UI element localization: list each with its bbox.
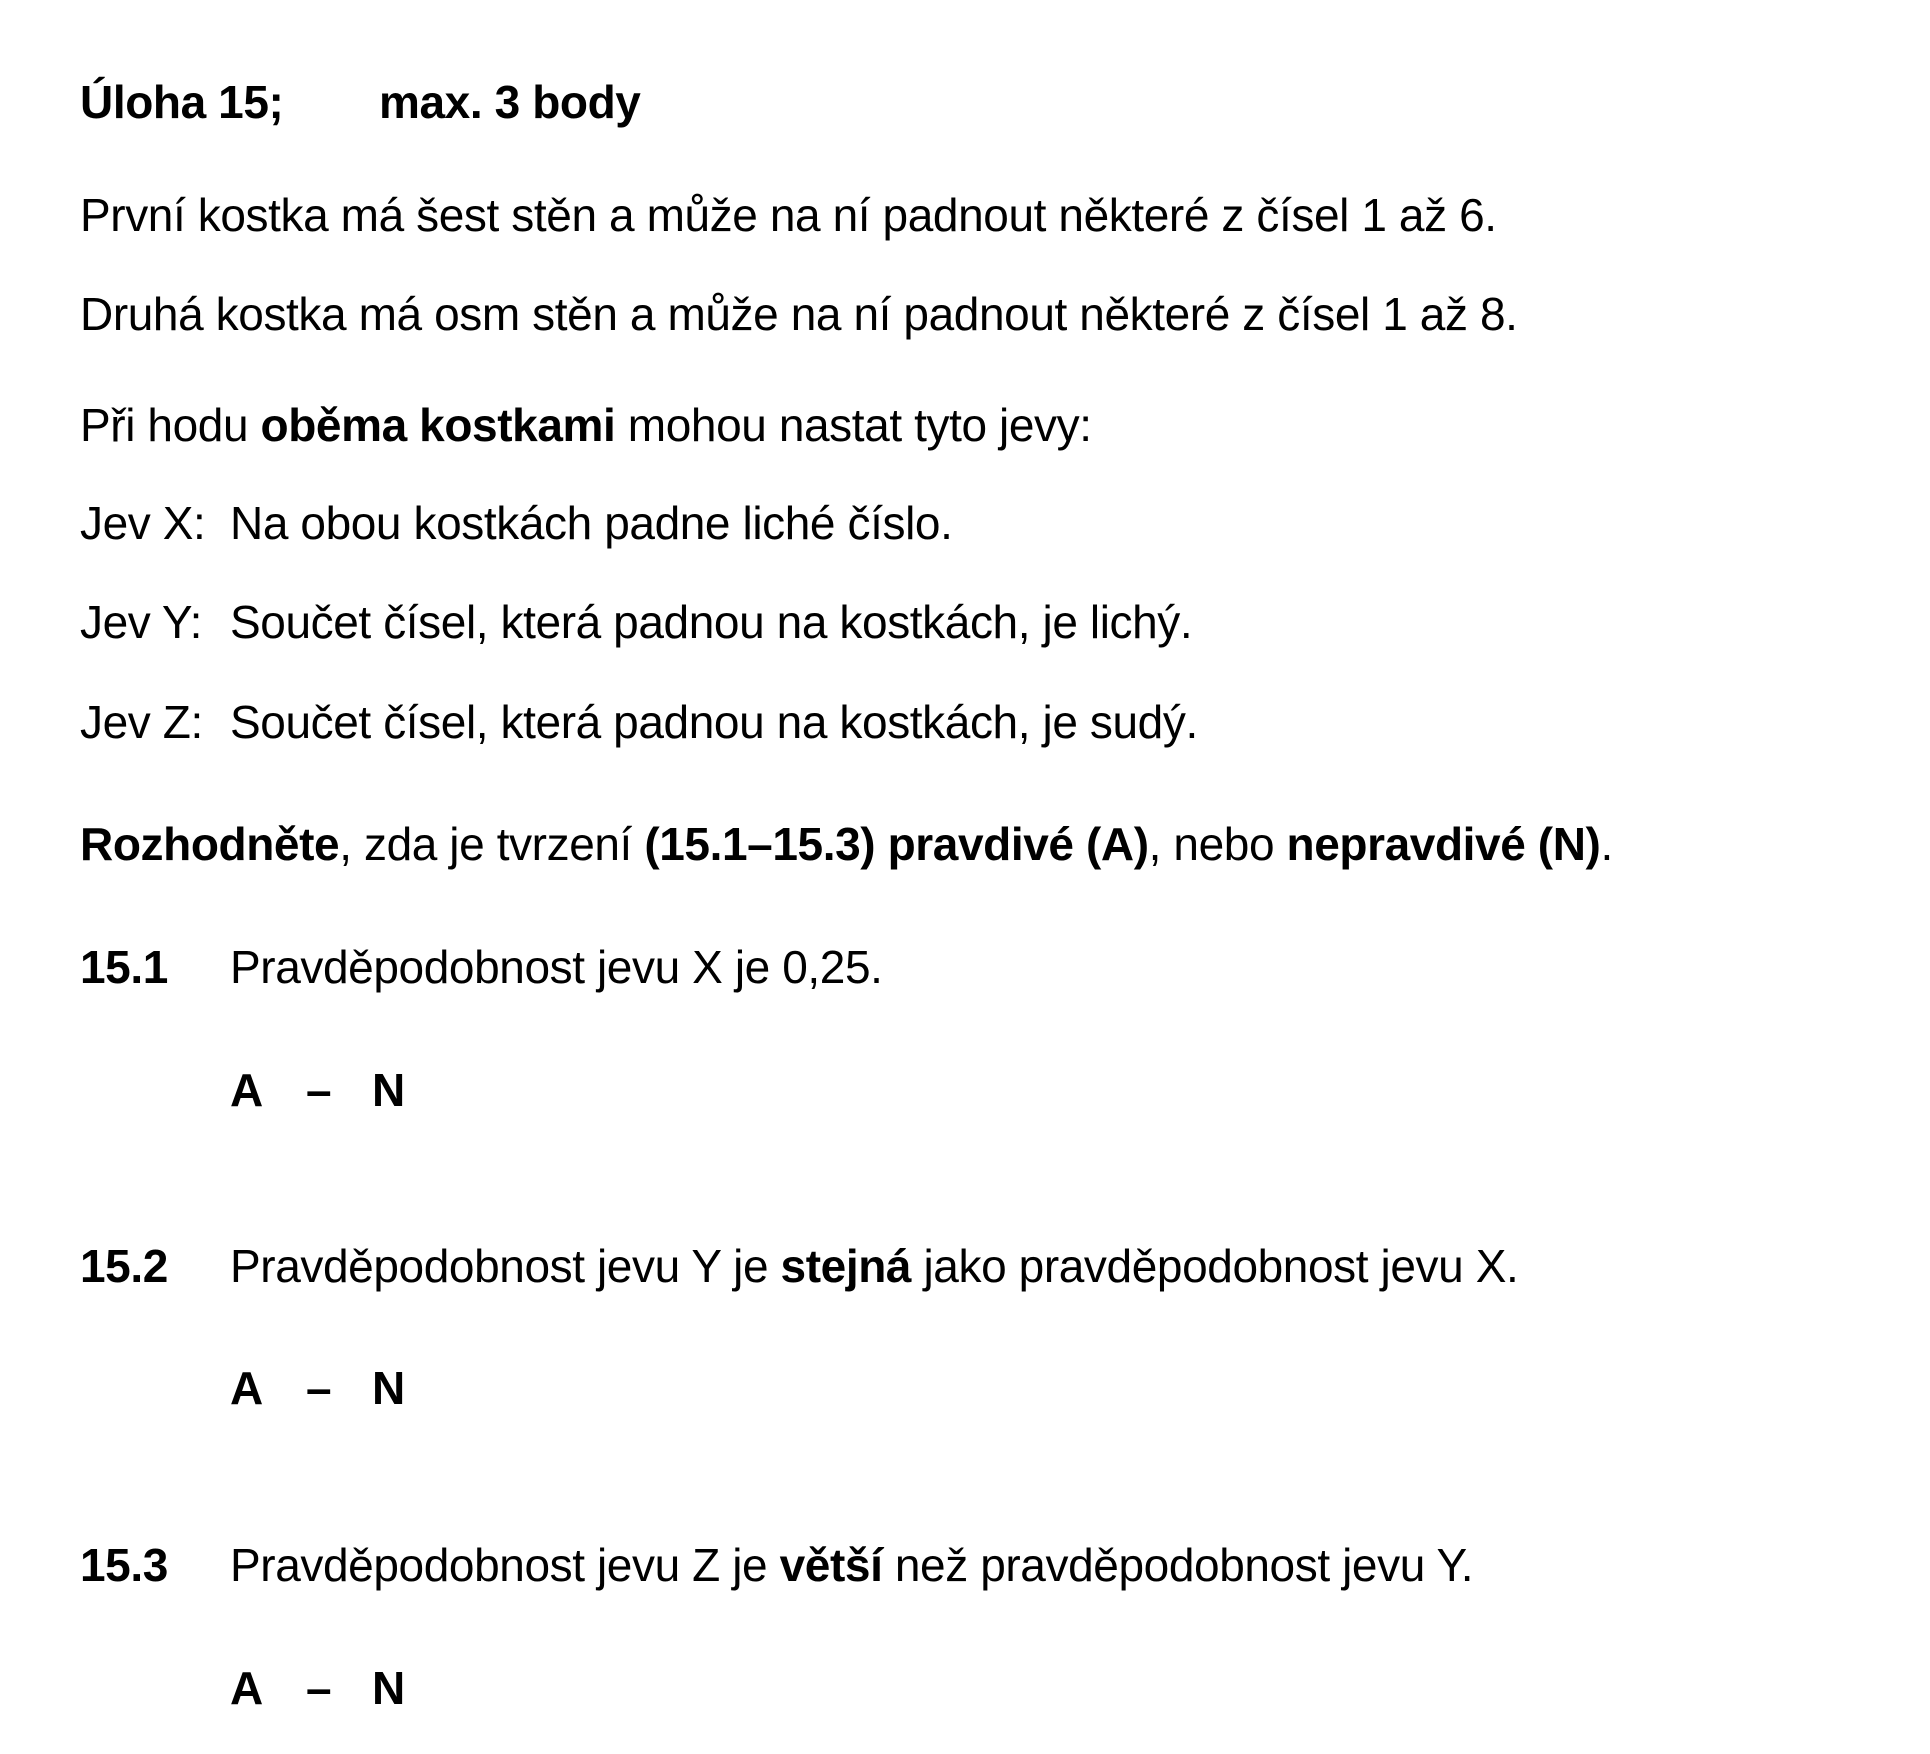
task-points: max. 3 body: [379, 76, 641, 128]
question-text: Pravděpodobnost jevu X je 0,25.: [230, 941, 883, 993]
event-y: [80, 592, 1192, 652]
event-text: Součet čísel, která padnou na kostkách, je sudý.: [230, 696, 1198, 748]
event-z: [80, 692, 1198, 752]
question-15-1: [80, 937, 883, 997]
event-label: Jev Z:: [80, 696, 203, 748]
question-emphasis: větší: [779, 1539, 883, 1591]
option-a[interactable]: A: [230, 1064, 264, 1116]
events-intro-bold: oběma kostkami: [260, 399, 616, 451]
choice-separator: –: [306, 1662, 332, 1714]
instruction-verb: Rozhodněte: [80, 818, 340, 870]
choice-separator: –: [306, 1064, 332, 1116]
event-x: [80, 493, 952, 553]
option-n[interactable]: N: [372, 1662, 406, 1714]
question-text-after: jako pravděpodobnost jevu X.: [911, 1240, 1519, 1292]
instruction-false-option: nepravdivé (N): [1286, 818, 1601, 870]
events-intro-after: mohou nastat tyto jevy:: [615, 399, 1092, 451]
instruction-text: , zda je tvrzení: [339, 818, 645, 870]
instruction-text: , nebo: [1148, 818, 1287, 870]
option-a[interactable]: A: [230, 1362, 264, 1414]
question-number: 15.2: [80, 1240, 168, 1292]
option-n[interactable]: N: [372, 1362, 406, 1414]
option-a[interactable]: A: [230, 1662, 264, 1714]
event-label: Jev X:: [80, 497, 206, 549]
events-intro-before: Při hodu: [80, 399, 261, 451]
question-number: 15.1: [80, 941, 168, 993]
question-emphasis: stejná: [780, 1240, 912, 1292]
events-intro: [80, 395, 1092, 455]
answer-choice-15-2: [230, 1358, 405, 1418]
question-15-3: [80, 1535, 1473, 1595]
task-number: Úloha 15;: [80, 76, 284, 128]
instruction: [80, 814, 1613, 874]
task-header: [80, 72, 640, 132]
intro-line-1: První kostka má šest stěn a může na ní padnout některé z čísel 1 až 6.: [80, 189, 1497, 241]
answer-choice-15-1: [230, 1060, 405, 1120]
intro-line-2: Druhá kostka má osm stěn a může na ní padnout některé z čísel 1 až 8.: [80, 288, 1518, 340]
choice-separator: –: [306, 1362, 332, 1414]
question-text: Pravděpodobnost jevu Y je: [230, 1240, 781, 1292]
instruction-text: .: [1600, 818, 1613, 870]
event-text: Na obou kostkách padne liché číslo.: [230, 497, 953, 549]
question-number: 15.3: [80, 1539, 168, 1591]
question-15-2: [80, 1236, 1518, 1296]
question-text: Pravděpodobnost jevu Z je: [230, 1539, 780, 1591]
event-text: Součet čísel, která padnou na kostkách, je lichý.: [230, 596, 1193, 648]
instruction-true-option: (15.1–15.3) pravdivé (A): [644, 818, 1149, 870]
answer-choice-15-3: [230, 1658, 405, 1718]
event-label: Jev Y:: [80, 596, 203, 648]
option-n[interactable]: N: [372, 1064, 406, 1116]
question-text-after: než pravděpodobnost jevu Y.: [882, 1539, 1474, 1591]
